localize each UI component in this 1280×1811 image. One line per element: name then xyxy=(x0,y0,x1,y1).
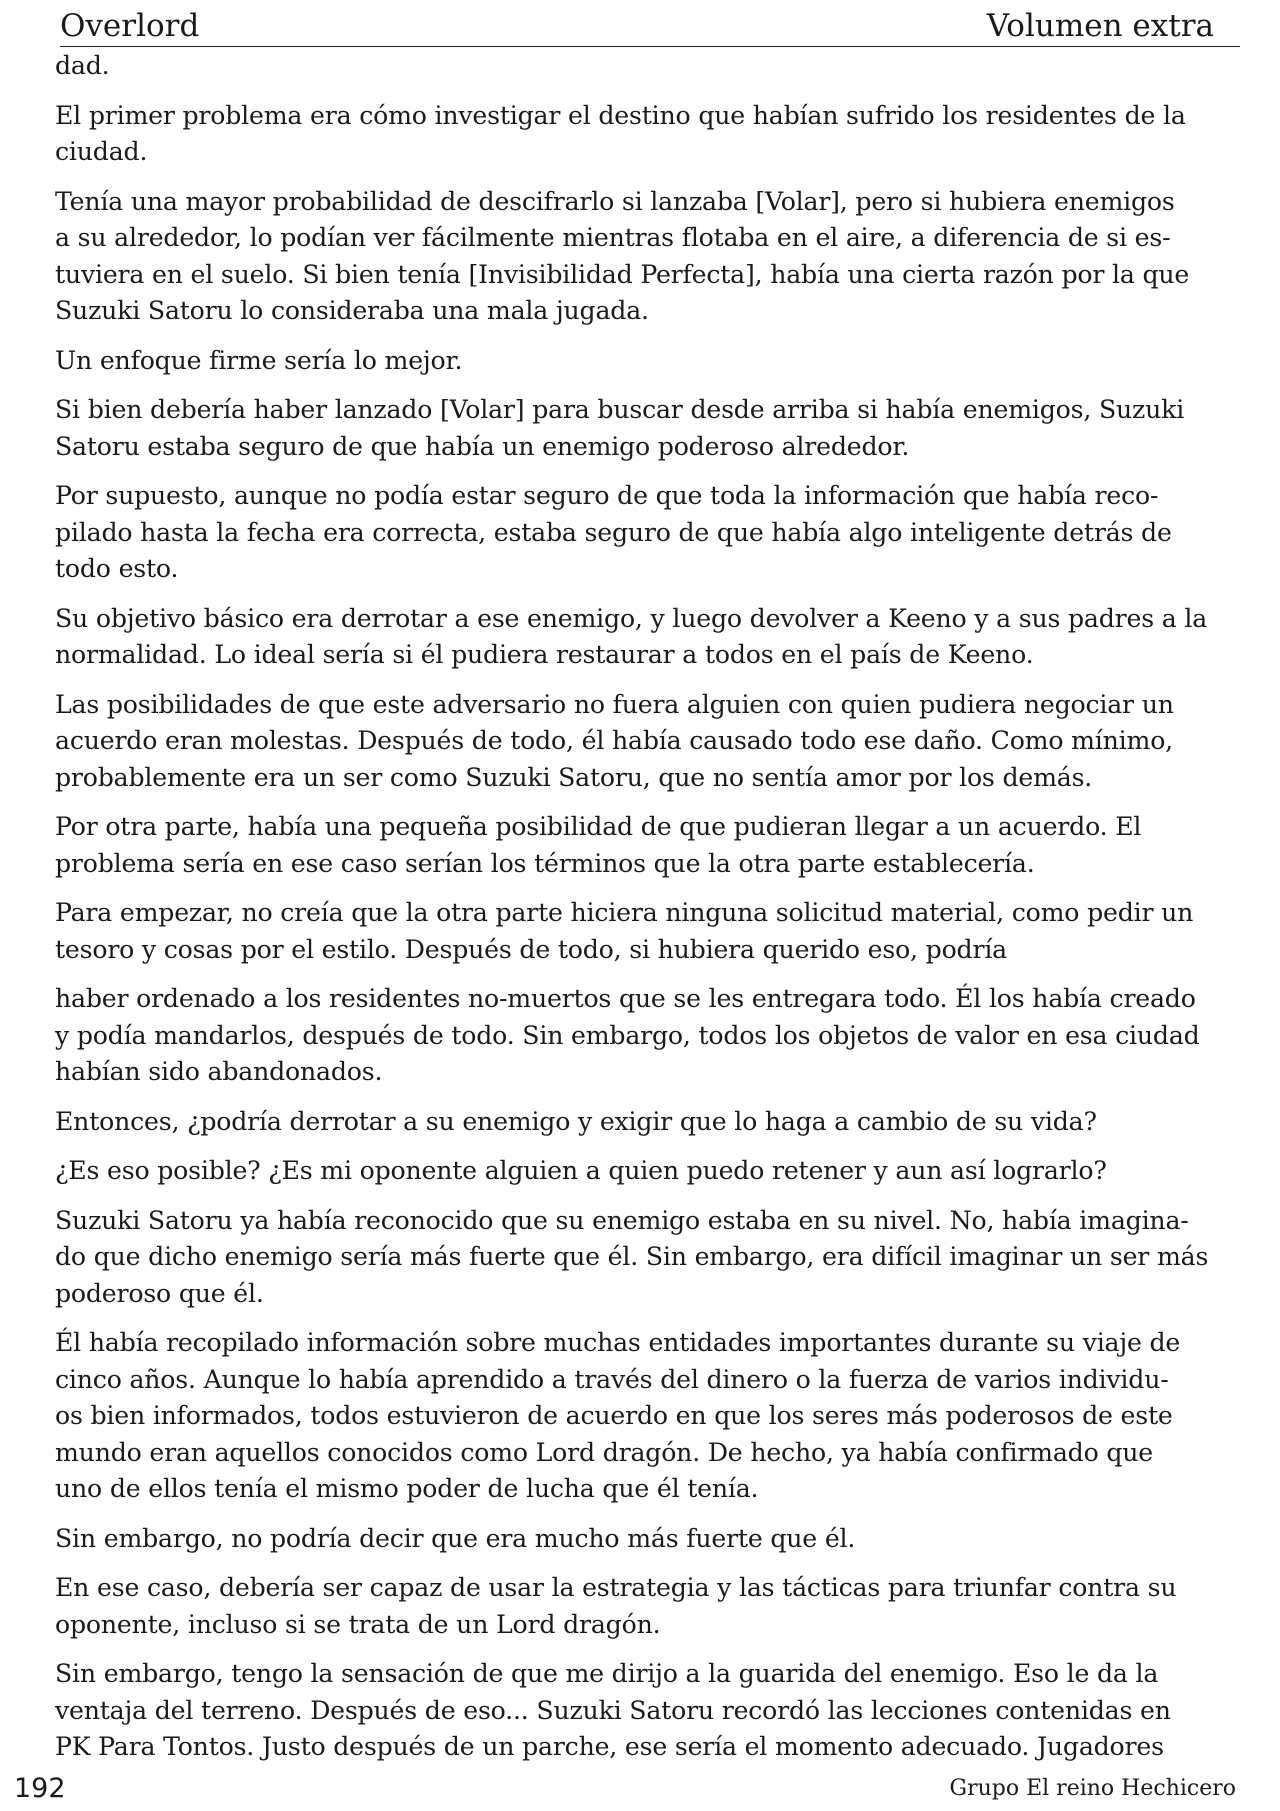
text-line: normalidad. Lo ideal sería si él pudiera restaurar a todos en el país de Keeno. xyxy=(55,640,1034,669)
paragraph xyxy=(55,392,1230,465)
text-line: Las posibilidades de que este adversario no fuera alguien con quien pudiera negociar un xyxy=(55,689,1174,719)
paragraph xyxy=(55,1656,1230,1766)
text-line: Sin embargo, no podría decir que era mucho más fuerte que él. xyxy=(55,1523,856,1553)
translator-group: Grupo El reino Hechicero xyxy=(949,1776,1236,1801)
text-line: Entonces, ¿podría derrotar a su enemigo y exigir que lo haga a cambio de su vida? xyxy=(55,1106,1097,1136)
text-line: cinco años. Aunque lo había aprendido a través del dinero o la fuerza de varios individu- xyxy=(55,1364,1169,1394)
text-line: dad. xyxy=(55,51,110,80)
text-line: tuviera en el suelo. Si bien tenía [Invisibilidad Perfecta], había una cierta razón por la que xyxy=(55,259,1190,289)
text-line: pilado hasta la fecha era correcta, estaba seguro de que había algo inteligente detrás de xyxy=(55,517,1172,547)
text-line: haber ordenado a los residentes no-muertos que se les entregara todo. Él los había creado xyxy=(55,984,1196,1013)
text-line: Satoru estaba seguro de que había un enemigo poderoso alrededor. xyxy=(55,431,910,461)
text-line: mundo eran aquellos conocidos como Lord dragón. De hecho, ya había confirmado que xyxy=(55,1437,1154,1467)
paragraph xyxy=(55,1521,1230,1558)
paragraph xyxy=(55,478,1230,588)
text-line: En ese caso, debería ser capaz de usar la estrategia y las tácticas para triunfar contra su xyxy=(55,1573,1177,1602)
text-line: ventaja del terreno. Después de eso... Suzuki Satoru recordó las lecciones contenidas en xyxy=(55,1695,1171,1725)
text-line: acuerdo eran molestas. Después de todo, él había causado todo ese daño. Como mínimo, xyxy=(55,726,1173,755)
text-line: Un enfoque firme sería lo mejor. xyxy=(55,345,463,375)
paragraph xyxy=(55,981,1230,1091)
body-text xyxy=(55,48,1230,1779)
text-line: Su objetivo básico era derrotar a ese enemigo, y luego devolver a Keeno y a sus padres a la xyxy=(55,603,1208,633)
text-line: Él había recopilado información sobre muchas entidades importantes durante su viaje de xyxy=(55,1328,1181,1357)
paragraph xyxy=(55,687,1230,797)
paragraph xyxy=(55,895,1230,968)
paragraph xyxy=(55,343,1230,380)
paragraph xyxy=(55,48,1230,85)
text-line: Para empezar, no creía que la otra parte hiciera ninguna solicitud material, como pedir un xyxy=(55,898,1194,927)
paragraph xyxy=(55,1104,1230,1141)
page-number: 192 xyxy=(14,1773,66,1804)
text-line: do que dicho enemigo sería más fuerte que él. Sin embargo, era difícil imaginar un ser más xyxy=(55,1242,1209,1271)
text-line: probablemente era un ser como Suzuki Satoru, que no sentía amor por los demás. xyxy=(55,762,1093,792)
text-line: poderoso que él. xyxy=(55,1278,264,1308)
paragraph xyxy=(55,601,1230,674)
text-line: Si bien debería haber lanzado [Volar] para buscar desde arriba si había enemigos, Suzuki xyxy=(55,395,1185,424)
text-line: a su alrededor, lo podían ver fácilmente mientras flotaba en el aire, a diferencia de si es- xyxy=(55,223,1171,252)
text-line: ¿Es eso posible? ¿Es mi oponente alguien a quien puedo retener y aun así lograrlo? xyxy=(55,1156,1107,1185)
text-line: y podía mandarlos, después de todo. Sin embargo, todos los objetos de valor en esa ciudad xyxy=(55,1020,1200,1050)
text-line: Suzuki Satoru ya había reconocido que su enemigo estaba en su nivel. No, había imagina- xyxy=(55,1205,1189,1235)
paragraph xyxy=(55,1570,1230,1643)
text-line: Por otra parte, había una pequeña posibilidad de que pudieran llegar a un acuerdo. El xyxy=(55,812,1142,841)
paragraph xyxy=(55,184,1230,330)
text-line: problema sería en ese caso serían los términos que la otra parte establecería. xyxy=(55,848,1035,878)
text-line: habían sido abandonados. xyxy=(55,1057,383,1086)
text-line: PK Para Tontos. Justo después de un parche, ese sería el momento adecuado. Jugadores xyxy=(55,1732,1164,1761)
text-line: tesoro y cosas por el estilo. Después de todo, si hubiera querido eso, podría xyxy=(55,934,1007,964)
paragraph xyxy=(55,1325,1230,1508)
text-line: oponente, incluso si se trata de un Lord dragón. xyxy=(55,1609,661,1639)
text-line: Tenía una mayor probabilidad de descifrarlo si lanzaba [Volar], pero si hubiera enemigos xyxy=(55,186,1175,216)
text-line: ciudad. xyxy=(55,137,148,166)
text-line: todo esto. xyxy=(55,554,179,583)
paragraph xyxy=(55,1203,1230,1313)
page-header xyxy=(60,6,1240,47)
text-line: os bien informados, todos estuvieron de acuerdo en que los seres más poderosos de este xyxy=(55,1401,1173,1430)
text-line: Suzuki Satoru lo consideraba una mala jugada. xyxy=(55,296,649,325)
paragraph xyxy=(55,1153,1230,1190)
paragraph xyxy=(55,809,1230,882)
text-line: Por supuesto, aunque no podía estar seguro de que toda la información que había reco- xyxy=(55,481,1159,510)
paragraph xyxy=(55,98,1230,171)
text-line: uno de ellos tenía el mismo poder de lucha que él tenía. xyxy=(55,1474,759,1503)
volume-label: Volumen extra xyxy=(986,8,1214,44)
text-line: Sin embargo, tengo la sensación de que me dirijo a la guarida del enemigo. Eso le da la xyxy=(55,1659,1159,1688)
book-title: Overlord xyxy=(60,8,200,44)
text-line: El primer problema era cómo investigar el destino que habían sufrido los residentes de la xyxy=(55,100,1186,130)
